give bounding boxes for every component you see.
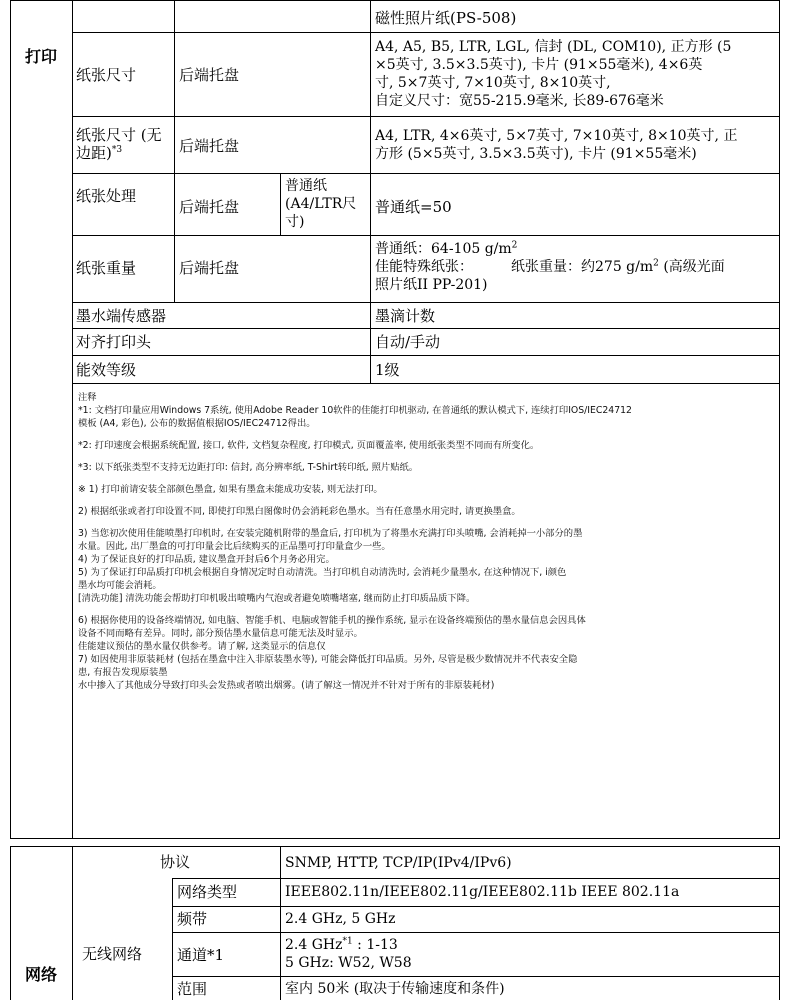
note-line: 4) 为了保证良好的打印品质, 建议墨盒开封后6个月务必用完。 [78, 554, 335, 565]
channel-label: 通道*1 [177, 946, 225, 964]
paper-weight-tray: 后端托盘 [179, 259, 240, 277]
special-paper-weight: 纸张重量：约275 g/m [511, 259, 654, 275]
channel-24ghz-range: : 1-13 [352, 937, 398, 953]
unit-exponent: 2 [653, 258, 659, 269]
unit-exponent: 2 [511, 240, 518, 251]
notes-block [78, 391, 770, 692]
borderless-size-values [375, 127, 737, 163]
paper-weight-label: 纸张重量 [76, 259, 137, 277]
network-section-label: 网络 [25, 965, 58, 984]
protocol-label: 协议 [160, 853, 191, 871]
note-line: *2: 打印速度会根据系统配置, 接口, 软件, 文档复杂程度, 打印模式, 页面覆盖率, 使用纸张类型不同而有所变化。 [78, 440, 540, 451]
paper-size-line: 寸, 5×7英寸, 7×10英寸, 8×10英寸, [375, 75, 611, 91]
plain-paper-weight: 普通纸：64-105 g/m [375, 241, 512, 257]
note-line: 佳能建议预估的墨水量仅供参考。请了解, 这类显示的信息仅 [78, 641, 326, 652]
note-line: 水量。因此, 出厂墨盒的可打印量会比后续购买的正品墨可打印量盒少一些。 [78, 541, 391, 552]
notes-spacer [78, 496, 770, 505]
energy-label: 能效等级 [76, 361, 137, 379]
note-line: ※ 1) 打印前请安装全部颜色墨盒, 如果有墨盒未能成功安装, 则无法打印。 [78, 484, 383, 495]
special-paper-model: 照片纸II PP-201) [375, 277, 488, 293]
range-label: 范围 [177, 980, 208, 998]
media-type-magnetic-photo: 磁性照片纸(PS-508) [375, 9, 517, 27]
special-paper-name: (高级光面 [658, 259, 725, 275]
paper-size-line: A4, A5, B5, LTR, LGL, 信封 (DL, COM10), 正方形 (5 [375, 39, 732, 55]
note-line: 设备不同而略有差异。同时, 部分预估墨水量信息可能无法及时显示。 [78, 628, 363, 639]
paper-size-values [375, 38, 731, 110]
band-label: 频带 [177, 910, 208, 928]
note-line: 2) 根据纸张或者打印设置不同, 即使打印黑白图像时仍会消耗彩色墨水。当有任意墨水用完时, 请更换墨盒。 [78, 506, 521, 517]
notes-spacer [78, 518, 770, 527]
borderless-size-line: 方形 (5×5英寸, 3.5×3.5英寸), 卡片 (91×55毫米) [375, 146, 697, 162]
paper-handling-media-line: 寸) [285, 214, 305, 230]
note-line: 5) 为了保证打印品质打印机会根据自身情况定时自动清洗。当打印机自动清洗时, 会消耗少量墨水, 在这种情况下, i颜色 [78, 567, 567, 578]
note-line: 墨水均可能会消耗。 [78, 580, 162, 591]
paper-handling-label: 纸张处理 [76, 187, 137, 205]
range-value: 室内 50米 (取决于传输速度和条件) [285, 981, 505, 997]
wireless-label: 无线网络 [82, 945, 143, 963]
notes-spacer [78, 474, 770, 483]
head-align-label: 对齐打印头 [76, 333, 152, 351]
paper-handling-media-line: 普通纸 [285, 178, 327, 194]
borderless-size-label [76, 126, 162, 162]
note-line: 注释 [78, 392, 97, 403]
note-line: 6) 根据你使用的设备终端情况, 如电脑、智能手机、电脑或智能手机的操作系统, 显示在设备终端预估的墨水量信息会因具体 [78, 615, 586, 626]
paper-handling-media-line: (A4/LTR尺 [285, 196, 357, 212]
network-type-value: IEEE802.11n/IEEE802.11g/IEEE802.11b IEEE 802.11a [285, 884, 680, 900]
borderless-size-tray: 后端托盘 [179, 137, 240, 155]
note-line: 模板 (A4, 彩色), 公布的数据值根据IOS/IEC24712得出。 [78, 418, 316, 429]
paper-handling-media [285, 177, 356, 231]
note-line: [清洗功能] 清洗功能会帮助打印机吸出喷嘴内气泡或者避免喷嘴堵塞, 继而防止打印质品质下降。 [78, 593, 476, 604]
footnote-marker: *3 [111, 145, 123, 155]
borderless-label-line: 边距) [76, 144, 112, 162]
ink-sensor-value: 墨滴计数 [375, 307, 436, 325]
note-line: 水中掺入了其他成分导致打印头会发热或者喷出烟雾。(请了解这一情况并不针对于所有的非原装耗材) [78, 680, 495, 691]
notes-spacer [78, 452, 770, 461]
footnote-marker: *1 [342, 936, 353, 947]
note-line: *1: 文档打印量应用Windows 7系统, 使用Adobe Reader 10软件的佳能打印机驱动, 在普通纸的默认模式下, 连续打印IOS/IEC24712 [78, 405, 632, 416]
notes-spacer [78, 430, 770, 439]
borderless-size-line: A4, LTR, 4×6英寸, 5×7英寸, 7×10英寸, 8×10英寸, 正 [375, 128, 738, 144]
paper-size-tray: 后端托盘 [179, 66, 240, 84]
print-section-label: 打印 [25, 47, 58, 66]
borderless-label-line: 纸张尺寸 (无 [76, 126, 162, 144]
notes-spacer [78, 605, 770, 614]
channel-values [285, 936, 412, 972]
protocol-value: SNMP, HTTP, TCP/IP(IPv4/IPv6) [285, 855, 512, 871]
paper-weight-values [375, 240, 725, 294]
note-line: 3) 当您初次使用佳能喷墨打印机时, 在安装完随机附带的墨盒后, 打印机为了将墨水充满打印头喷嘴, 会消耗掉一小部分的墨 [78, 528, 583, 539]
ink-sensor-label: 墨水端传感器 [76, 307, 167, 325]
paper-handling-value: 普通纸=50 [375, 198, 452, 216]
energy-value: 1级 [375, 361, 400, 379]
paper-size-line: 自定义尺寸：宽55-215.9毫米, 长89-676毫米 [375, 93, 664, 109]
head-align-value: 自动/手动 [375, 333, 441, 351]
paper-size-line: ×5英寸, 3.5×3.5英寸), 卡片 (91×55毫米), 4×6英 [375, 57, 703, 73]
band-value: 2.4 GHz, 5 GHz [285, 911, 396, 927]
note-line: 7) 如因使用非原装耗材 (包括在墨盒中注入非原装墨水等), 可能会降低打印品质。另外, 尽管是极少数情况并不代表安全隐 [78, 654, 578, 665]
paper-size-label: 纸张尺寸 [76, 66, 137, 84]
note-line: 患, 有报告发现原装墨 [78, 667, 168, 678]
special-paper-label: 佳能特殊纸张： [375, 259, 473, 275]
note-line: *3: 以下纸张类型不支持无边距打印: 信封, 高分辨率纸, T-Shirt转印纸, 照片贴纸。 [78, 462, 419, 473]
channel-24ghz-band: 2.4 GHz [285, 937, 343, 953]
channel-5ghz: 5 GHz: W52, W58 [285, 955, 412, 971]
network-type-label: 网络类型 [177, 883, 238, 901]
paper-handling-tray: 后端托盘 [179, 198, 240, 216]
